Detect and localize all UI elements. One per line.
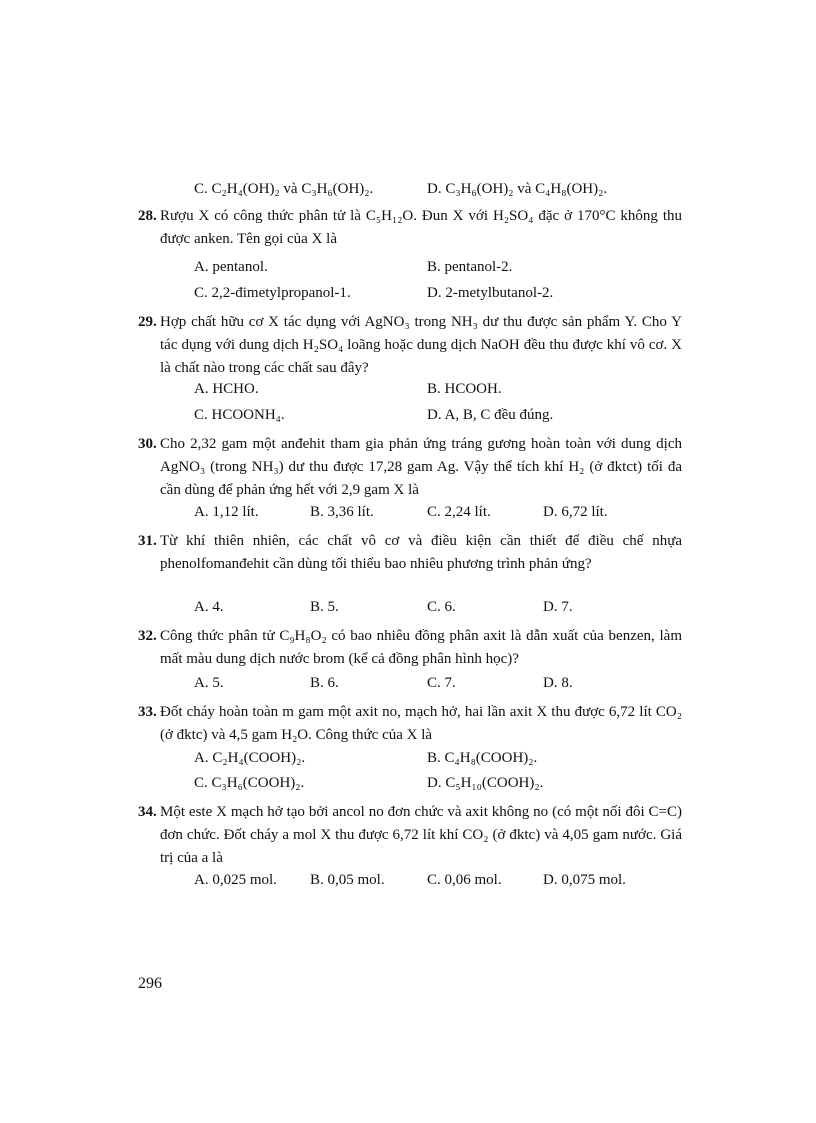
question-number: 30. <box>138 436 157 452</box>
q28-option-d: D. 2-metylbutanol-2. <box>427 285 554 301</box>
question-stem: Rượu X có công thức phân tử là C₅H₁₂O. Đun X với H₂SO₄ đặc ở 170°C không thu được anken. Tên gọi của X là <box>160 208 682 247</box>
q30-option-a: A. 1,12 lít. <box>194 504 259 520</box>
q33-option-b: B. C₄H₈(COOH)₂. <box>427 750 538 766</box>
q33-option-d: D. C₅H₁₀(COOH)₂. <box>427 775 544 791</box>
question-stem: Hợp chất hữu cơ X tác dụng với AgNO₃ trong NH₃ dư thu được sản phẩm Y. Cho Y tác dụng với dung dịch H₂SO₄ loãng hoặc dung dịch NaOH đều thu được khí vô cơ. X là chất nào trong các chất sau đây? <box>160 314 682 376</box>
question-number: 34. <box>138 804 157 820</box>
q34-option-a: A. 0,025 mol. <box>194 872 277 888</box>
q28-option-c: C. 2,2-đimetylpropanol-1. <box>194 285 351 301</box>
q32-option-d: D. 8. <box>543 675 573 691</box>
question-number: 31. <box>138 533 157 549</box>
q33-option-c: C. C₃H₆(COOH)₂. <box>194 775 305 791</box>
q33-option-a: A. C₂H₄(COOH)₂. <box>194 750 306 766</box>
q27-option-d: D. C₃H₆(OH)₂ và C₄H₈(OH)₂. <box>427 181 608 197</box>
q27-option-c: C. C₂H₄(OH)₂ và C₃H₆(OH)₂. <box>194 181 374 197</box>
q32-option-b: B. 6. <box>310 675 339 691</box>
question-number: 29. <box>138 314 157 330</box>
q31-option-c: C. 6. <box>427 599 456 615</box>
q32-option-a: A. 5. <box>194 675 224 691</box>
q29-option-c: C. HCOONH₄. <box>194 407 285 423</box>
question-stem: Từ khí thiên nhiên, các chất vô cơ và điều kiện cần thiết để điều chế nhựa phenolfomanđehit cần dùng tối thiểu bao nhiêu phương trình phản ứng? <box>160 533 682 572</box>
q34-option-d: D. 0,075 mol. <box>543 872 626 888</box>
question-stem: Đốt cháy hoàn toàn m gam một axit no, mạch hở, hai lần axit X thu được 6,72 lít CO₂ (ở đktc) và 4,5 gam H₂O. Công thức của X là <box>160 704 682 743</box>
q30-option-d: D. 6,72 lít. <box>543 504 608 520</box>
page-number: 296 <box>138 975 162 992</box>
q34-option-b: B. 0,05 mol. <box>310 872 385 888</box>
q30-option-b: B. 3,36 lít. <box>310 504 374 520</box>
q28-option-b: B. pentanol-2. <box>427 259 513 275</box>
question-stem: Cho 2,32 gam một anđehit tham gia phản ứng tráng gương hoàn toàn với dung dịch AgNO₃ (trong NH₃) dư thu được 17,28 gam Ag. Vậy thể tích khí H₂ (ở đktct) tối đa cần dùng để phản ứng hết với 2,9 gam X là <box>160 436 682 498</box>
q31-option-a: A. 4. <box>194 599 224 615</box>
q32-option-c: C. 7. <box>427 675 456 691</box>
question-number: 32. <box>138 628 157 644</box>
q29-option-a: A. HCHO. <box>194 381 259 397</box>
question-number: 28. <box>138 208 157 224</box>
q31-option-d: D. 7. <box>543 599 573 615</box>
question-stem: Công thức phân tử C₉H₈O₂ có bao nhiêu đồng phân axit là dẫn xuất của benzen, làm mất màu dung dịch nước brom (kể cả đồng phân hình học)? <box>160 628 682 667</box>
question-stem: Một este X mạch hở tạo bởi ancol no đơn chức và axit không no (có một nối đôi C=C) đơn chức. Đốt cháy a mol X thu được 6,72 lít khí CO₂ (ở đktc) và 4,05 gam nước. Giá trị của a là <box>160 804 682 866</box>
q29-option-d: D. A, B, C đều đúng. <box>427 407 554 423</box>
q34-option-c: C. 0,06 mol. <box>427 872 502 888</box>
q30-option-c: C. 2,24 lít. <box>427 504 491 520</box>
q31-option-b: B. 5. <box>310 599 339 615</box>
q28-option-a: A. pentanol. <box>194 259 268 275</box>
question-number: 33. <box>138 704 157 720</box>
q29-option-b: B. HCOOH. <box>427 381 502 397</box>
